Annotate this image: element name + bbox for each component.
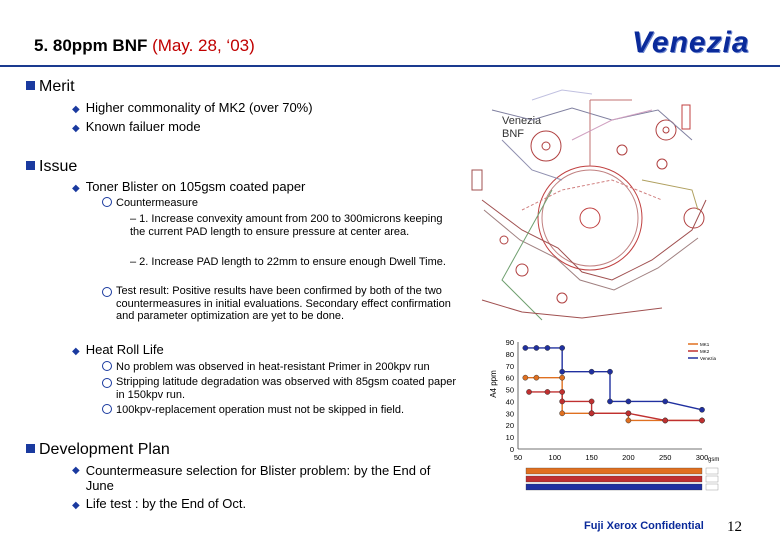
chart-y-tick-label: 40 [505, 397, 514, 407]
chart-data-point [607, 399, 612, 404]
diamond-bullet-icon: ◆ [72, 183, 80, 194]
chart-data-point [560, 369, 565, 374]
circle-bullet-icon [102, 404, 112, 414]
chart-y-label: A4 ppm [489, 370, 498, 398]
chart-band-legend-box [706, 476, 718, 482]
circle-bullet-icon [102, 197, 112, 207]
heat-roll-detail: Stripping latitude degradation was observed with 85gsm coated paper in 150kpv run. [102, 376, 462, 401]
merit-heading: Merit [26, 78, 75, 96]
chart-y-tick-label: 20 [505, 421, 514, 431]
plan-item: ◆ Life test : by the End of Oct. [72, 496, 247, 511]
chart-data-point [626, 418, 631, 423]
chart-data-point [560, 345, 565, 350]
venezia-logo: Venezia [632, 26, 750, 59]
chart-data-point [663, 399, 668, 404]
chart-y-tick-label: 30 [505, 409, 514, 419]
diagram-label: Venezia BNF [502, 115, 542, 140]
header-divider [0, 65, 780, 67]
chart-x-tick-label: 50 [513, 453, 523, 462]
chart-data-point [626, 411, 631, 416]
square-bullet-icon [26, 161, 35, 170]
chart-data-point [534, 375, 539, 380]
title-text: 5. 80ppm BNF [34, 36, 148, 55]
chart-data-point [560, 375, 565, 380]
chart-y-tick-label: 50 [505, 385, 514, 395]
plan-heading: Development Plan [26, 441, 170, 459]
circle-bullet-icon [102, 287, 112, 297]
diamond-bullet-icon: ◆ [72, 104, 80, 115]
chart-x-label: gsm [708, 457, 720, 463]
heat-roll-detail: No problem was observed in heat-resistant Primer in 200kpv run [102, 361, 430, 374]
heat-roll-detail: 100kpv-replacement operation must not be skipped in field. [102, 404, 404, 417]
chart-data-point [589, 411, 594, 416]
chart-x-tick-label: 100 [548, 453, 562, 462]
chart-y-tick-label: 0 [509, 445, 514, 454]
ppm-gsm-chart [490, 336, 730, 512]
chart-data-point [545, 345, 550, 350]
chart-x-tick-label: 150 [585, 453, 598, 462]
issue-heading: Issue [26, 158, 77, 176]
chart-data-point [607, 369, 612, 374]
heat-roll-shape [538, 166, 642, 270]
chart-data-point [560, 389, 565, 394]
idler-roll-shape [531, 131, 561, 161]
chart-x-tick-label: 200 [622, 453, 635, 462]
chart-x-tick-label: 250 [658, 453, 672, 462]
title-date: (May. 28, ‘03) [152, 36, 255, 55]
chart-legend-label: MK1 [700, 342, 710, 347]
heat-roll-item: ◆ Heat Roll Life [72, 342, 164, 357]
confidential-footer: Fuji Xerox Confidential [584, 520, 704, 532]
chart-series-line [525, 348, 702, 410]
chart-data-point [545, 389, 550, 394]
chart-legend-label: MK2 [700, 349, 710, 354]
chart-y-tick-label: 10 [505, 433, 514, 443]
chart-band-legend-box [706, 484, 718, 490]
chart-data-point [589, 369, 594, 374]
chart-series-line [525, 378, 702, 421]
countermeasure-item: Countermeasure [102, 197, 198, 210]
chart-data-point [560, 399, 565, 404]
circle-bullet-icon [102, 378, 112, 388]
chart-spec-band [526, 484, 702, 490]
chart-data-point [626, 399, 631, 404]
page-number: 12 [727, 519, 742, 535]
chart-data-point [526, 389, 531, 394]
square-bullet-icon [26, 444, 35, 453]
chart-y-tick-label: 60 [505, 373, 514, 383]
chart-legend-label: Venezia [700, 356, 717, 361]
plan-item: ◆ Countermeasure selection for Blister problem: by the End of June [72, 463, 431, 493]
countermeasure-1: – 1. Increase convexity amount from 200 to 300microns keeping the current PAD length to ensure pressure at center area. [130, 213, 443, 238]
chart-spec-band [526, 476, 702, 482]
chart-y-tick-label: 90 [505, 338, 514, 347]
chart-spec-band [526, 468, 702, 474]
chart-data-point [663, 418, 668, 423]
diamond-bullet-icon: ◆ [72, 123, 80, 134]
page-title [34, 36, 255, 56]
countermeasure-2: – 2. Increase PAD length to 22mm to ensure enough Dwell Time. [130, 256, 446, 268]
chart-data-point [589, 399, 594, 404]
chart-series-line [529, 392, 702, 421]
chart-data-point [523, 345, 528, 350]
chart-y-tick-label: 70 [505, 361, 514, 371]
chart-y-tick-label: 80 [505, 349, 514, 359]
chart-data-point [560, 411, 565, 416]
chart-band-legend-box [706, 468, 718, 474]
chart-data-point [534, 345, 539, 350]
chart-data-point [699, 407, 704, 412]
chart-data-point [523, 375, 528, 380]
merit-item: ◆ Higher commonality of MK2 (over 70%) [72, 100, 313, 115]
square-bullet-icon [26, 81, 35, 90]
chart-data-point [699, 418, 704, 423]
circle-bullet-icon [102, 361, 112, 371]
diamond-bullet-icon: ◆ [72, 346, 80, 357]
test-result-item: Test result: Positive results have been confirmed by both of the two countermeasures in initial evaluations. Secondary effect confirmation and parameter optimization are yet to be done. [102, 285, 462, 323]
merit-item: ◆ Known failuer mode [72, 119, 201, 134]
diamond-bullet-icon: ◆ [72, 500, 80, 511]
chart-x-tick-label: 300 [695, 453, 709, 462]
issue-toner-item: ◆ Toner Blister on 105gsm coated paper [72, 179, 306, 194]
fuser-schematic-diagram [462, 80, 712, 330]
diamond-bullet-icon: ◆ [72, 465, 80, 476]
